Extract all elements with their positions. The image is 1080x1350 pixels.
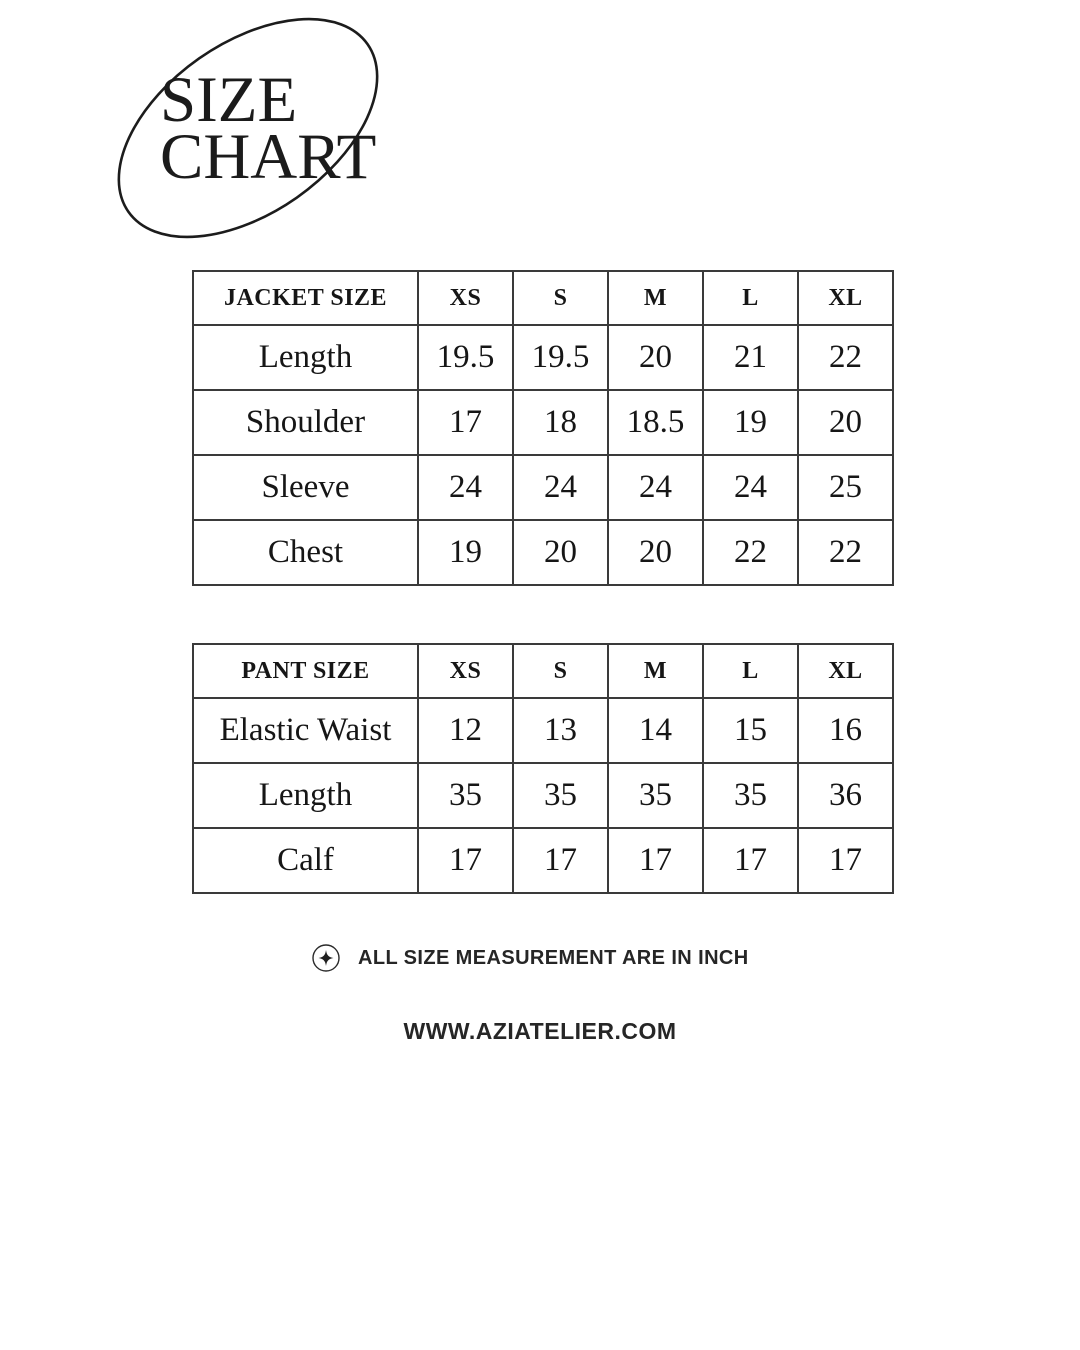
- cell-value: 25: [798, 455, 893, 520]
- cell-value: 35: [608, 763, 703, 828]
- jacket-header-xs: XS: [418, 271, 513, 325]
- cell-value: 16: [798, 698, 893, 763]
- jacket-header-l: L: [703, 271, 798, 325]
- pant-row-elastic-waist: [193, 698, 893, 763]
- cell-value: 20: [513, 520, 608, 585]
- pant-size-table: [192, 643, 894, 894]
- cell-value: 13: [513, 698, 608, 763]
- row-label: Chest: [193, 520, 418, 585]
- cell-value: 19: [703, 390, 798, 455]
- cell-value: 36: [798, 763, 893, 828]
- cell-value: 19.5: [513, 325, 608, 390]
- jacket-header-m: M: [608, 271, 703, 325]
- jacket-header-xl: XL: [798, 271, 893, 325]
- cell-value: 20: [608, 325, 703, 390]
- jacket-table-header-row: [193, 271, 893, 325]
- footnote: [312, 943, 749, 973]
- page-title-line-2: CHART: [160, 121, 377, 193]
- cell-value: 22: [798, 325, 893, 390]
- page-title-line-1: SIZE: [160, 64, 298, 136]
- sparkle-in-circle-icon: [312, 944, 340, 972]
- pant-header-s: S: [513, 644, 608, 698]
- cell-value: 17: [513, 828, 608, 893]
- pant-header-m: M: [608, 644, 703, 698]
- cell-value: 24: [608, 455, 703, 520]
- row-label: Sleeve: [193, 455, 418, 520]
- pant-header-l: L: [703, 644, 798, 698]
- cell-value: 18: [513, 390, 608, 455]
- pant-table-title-cell: PANT SIZE: [193, 644, 418, 698]
- cell-value: 20: [608, 520, 703, 585]
- pant-header-xs: XS: [418, 644, 513, 698]
- website-url: WWW.AZIATELIER.COM: [403, 1018, 677, 1044]
- jacket-row-chest: [193, 520, 893, 585]
- jacket-header-s: S: [513, 271, 608, 325]
- row-label: Shoulder: [193, 390, 418, 455]
- cell-value: 21: [703, 325, 798, 390]
- cell-value: 35: [418, 763, 513, 828]
- cell-value: 14: [608, 698, 703, 763]
- row-label: Calf: [193, 828, 418, 893]
- cell-value: 15: [703, 698, 798, 763]
- cell-value: 19: [418, 520, 513, 585]
- cell-value: 24: [703, 455, 798, 520]
- pant-row-length: [193, 763, 893, 828]
- jacket-table-title-cell: JACKET SIZE: [193, 271, 418, 325]
- cell-value: 19.5: [418, 325, 513, 390]
- cell-value: 18.5: [608, 390, 703, 455]
- jacket-row-shoulder: [193, 390, 893, 455]
- pant-row-calf: [193, 828, 893, 893]
- cell-value: 17: [418, 390, 513, 455]
- jacket-row-length: [193, 325, 893, 390]
- cell-value: 24: [418, 455, 513, 520]
- cell-value: 35: [513, 763, 608, 828]
- cell-value: 17: [703, 828, 798, 893]
- row-label: Elastic Waist: [193, 698, 418, 763]
- cell-value: 22: [703, 520, 798, 585]
- jacket-size-table: [192, 270, 894, 586]
- jacket-row-sleeve: [193, 455, 893, 520]
- cell-value: 17: [608, 828, 703, 893]
- cell-value: 17: [798, 828, 893, 893]
- cell-value: 24: [513, 455, 608, 520]
- cell-value: 22: [798, 520, 893, 585]
- cell-value: 35: [703, 763, 798, 828]
- pant-header-xl: XL: [798, 644, 893, 698]
- footnote-text: ALL SIZE MEASUREMENT ARE IN INCH: [358, 946, 749, 969]
- page-title: [160, 64, 377, 193]
- pant-table-header-row: [193, 644, 893, 698]
- cell-value: 17: [418, 828, 513, 893]
- row-label: Length: [193, 325, 418, 390]
- cell-value: 20: [798, 390, 893, 455]
- cell-value: 12: [418, 698, 513, 763]
- row-label: Length: [193, 763, 418, 828]
